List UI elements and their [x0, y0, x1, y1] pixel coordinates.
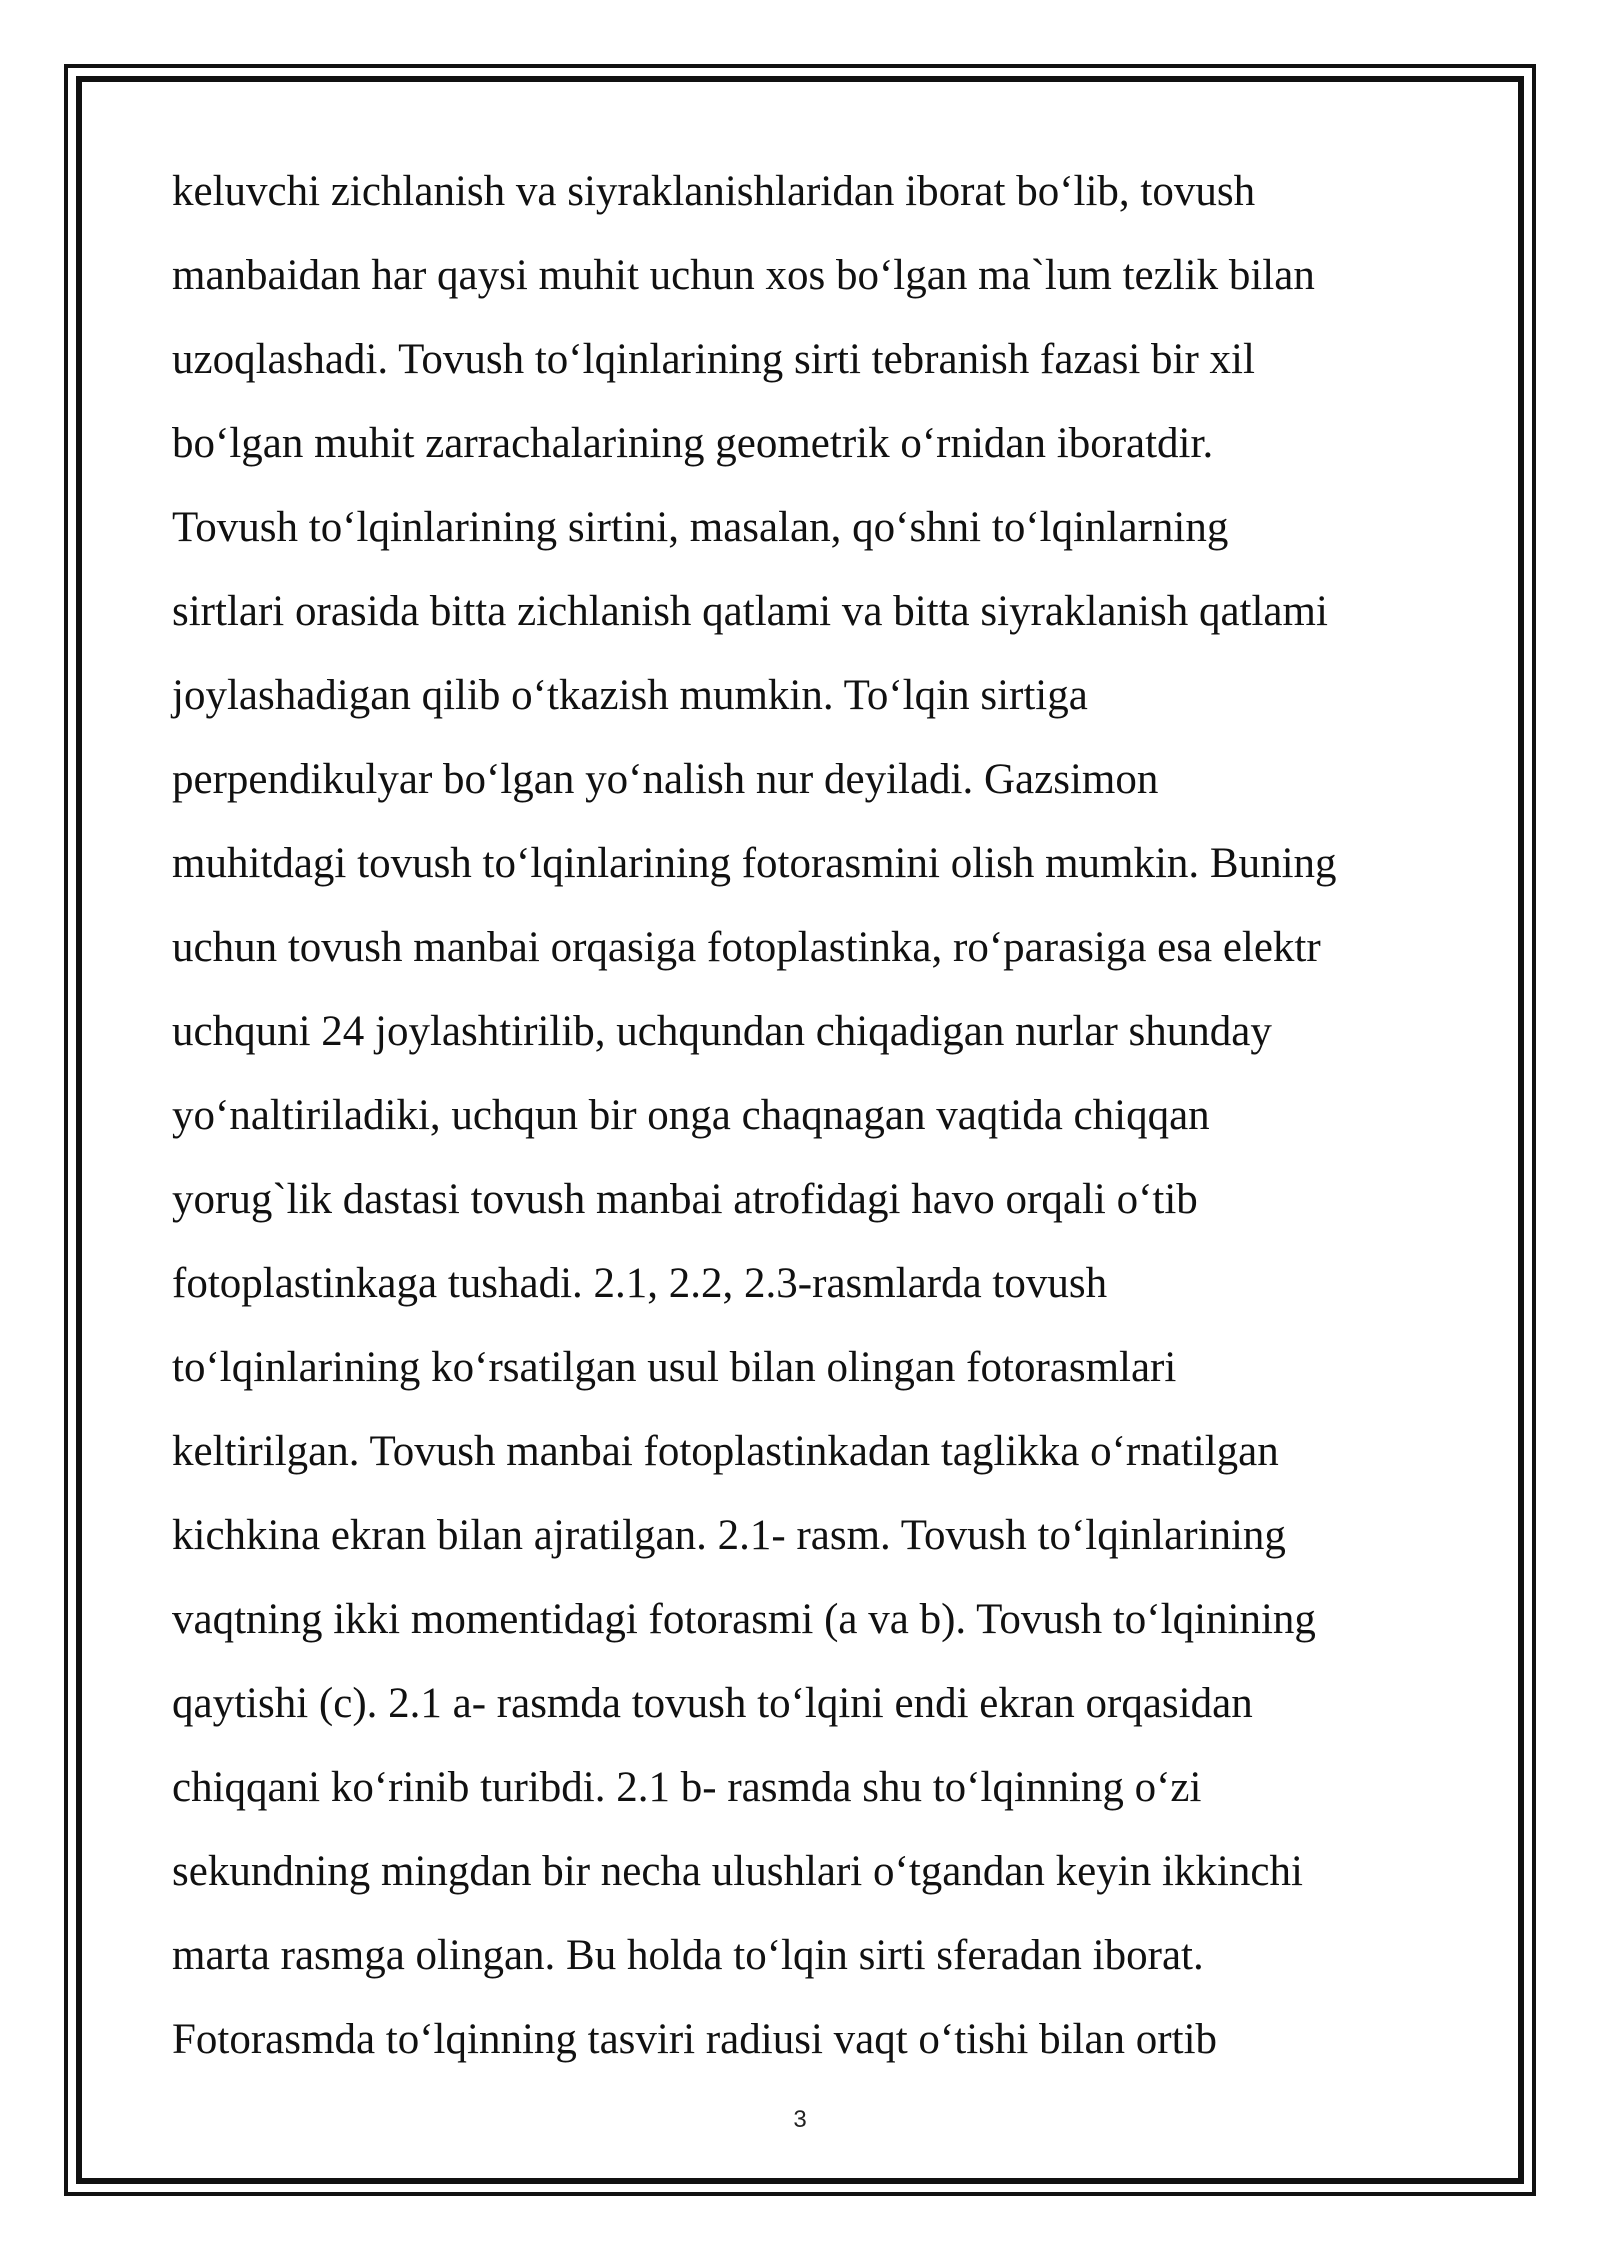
text-line: keluvchi zichlanish va siyraklanishlaridan iborat boʻlib, tovush — [172, 168, 1256, 215]
text-line: toʻlqinlarining koʻrsatilgan usul bilan olingan fotorasmlari — [172, 1344, 1177, 1391]
text-line: Tovush toʻlqinlarining sirtini, masalan, qoʻshni toʻlqinlarning — [172, 504, 1229, 551]
text-line: Fotorasmda toʻlqinning tasviri radiusi vaqt oʻtishi bilan ortib — [172, 2016, 1218, 2063]
text-line: chiqqani koʻrinib turibdi. 2.1 b- rasmda shu toʻlqinning oʻzi — [172, 1764, 1202, 1811]
text-line: fotoplastinkaga tushadi. 2.1, 2.2, 2.3-rasmlarda tovush — [172, 1260, 1108, 1307]
text-line: qaytishi (c). 2.1 a- rasmda tovush toʻlqini endi ekran orqasidan — [172, 1680, 1253, 1727]
text-line: uzoqlashadi. Tovush toʻlqinlarining sirti tebranish fazasi bir xil — [172, 336, 1255, 383]
text-line: uchquni 24 joylashtirilib, uchqundan chiqadigan nurlar shunday — [172, 1008, 1272, 1055]
text-line: vaqtning ikki momentidagi fotorasmi (a va b). Tovush toʻlqinining — [172, 1596, 1316, 1643]
text-line: muhitdagi tovush toʻlqinlarining fotorasmini olish mumkin. Buning — [172, 840, 1337, 887]
text-line: joylashadigan qilib oʻtkazish mumkin. Toʻlqin sirtiga — [172, 672, 1088, 719]
text-line: manbaidan har qaysi muhit uchun xos boʻlgan ma`lum tezlik bilan — [172, 252, 1315, 299]
text-line: uchun tovush manbai orqasiga fotoplastinka, roʻparasiga esa elektr — [172, 924, 1321, 971]
body-text — [172, 150, 1502, 2082]
text-line: keltirilgan. Tovush manbai fotoplastinkadan taglikka oʻrnatilgan — [172, 1428, 1279, 1475]
text-line: kichkina ekran bilan ajratilgan. 2.1- rasm. Tovush toʻlqinlarining — [172, 1512, 1286, 1559]
text-line: yorug`lik dastasi tovush manbai atrofidagi havo orqali oʻtib — [172, 1176, 1198, 1223]
text-line: boʻlgan muhit zarrachalarining geometrik oʻrnidan iboratdir. — [172, 420, 1214, 467]
text-line: sirtlari orasida bitta zichlanish qatlami va bitta siyraklanish qatlami — [172, 588, 1328, 635]
text-line: sekundning mingdan bir necha ulushlari oʻtgandan keyin ikkinchi — [172, 1848, 1303, 1895]
page-number: 3 — [793, 2106, 807, 2133]
text-line: yoʻnaltiriladiki, uchqun bir onga chaqnagan vaqtida chiqqan — [172, 1092, 1210, 1139]
text-line: perpendikulyar boʻlgan yoʻnalish nur deyiladi. Gazsimon — [172, 756, 1159, 803]
text-line: marta rasmga olingan. Bu holda toʻlqin sirti sferadan iborat. — [172, 1932, 1204, 1979]
